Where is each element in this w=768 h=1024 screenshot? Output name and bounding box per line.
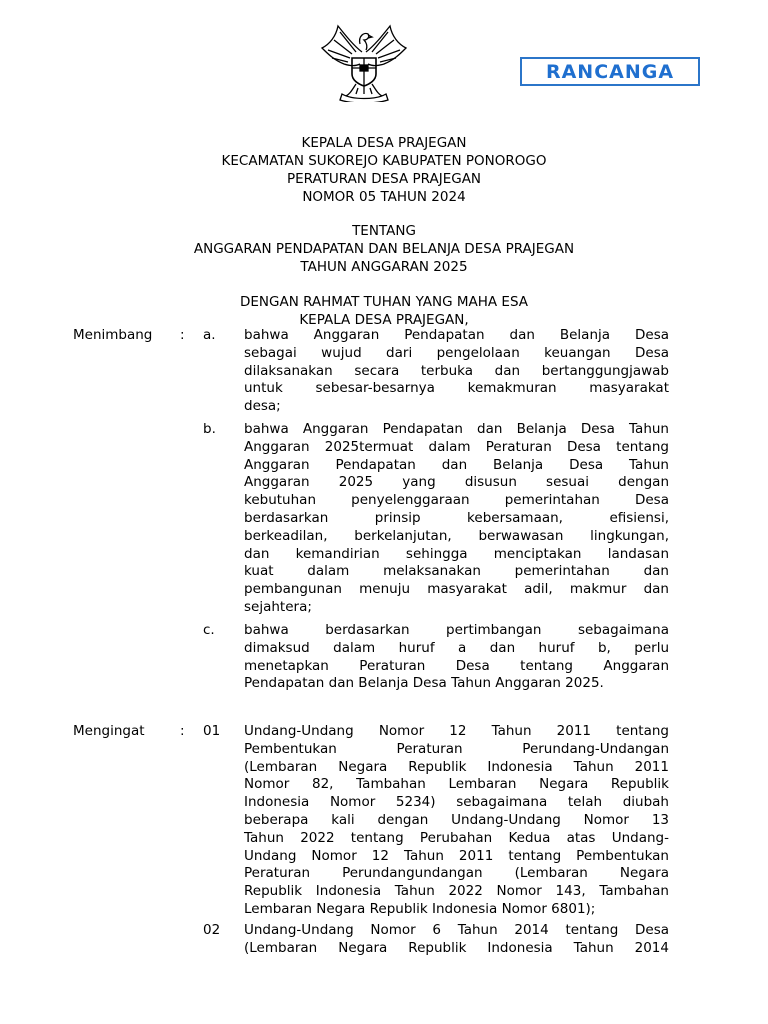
text-line: dilaksanakan secara terbuka dan bertanggungjawab — [244, 362, 669, 379]
text-line: bahwa berdasarkan pertimbangan sebagaimana — [244, 622, 669, 638]
menimbang-label: Menimbang — [73, 327, 153, 343]
heading-line: TAHUN ANGGARAN 2025 — [300, 259, 468, 275]
text-line: menetapkan Peraturan Desa tentang Anggaran — [244, 657, 669, 674]
item-marker: 01 — [203, 723, 221, 739]
text-line: sebagai wujud dari pengelolaan keuangan Desa — [244, 344, 669, 361]
text-line: kebutuhan penyelenggaraan pemerintahan Desa — [244, 492, 669, 509]
text-line: bahwa Anggaran Pendapatan dan Belanja Desa Tahun — [244, 421, 669, 437]
heading-line: TENTANG — [352, 223, 416, 239]
text-line: Undang-Undang Nomor 12 Tahun 2011 tentang — [244, 723, 669, 739]
text-line: Anggaran 2025termuat dalam Peraturan Desa tentang — [244, 438, 669, 455]
text-line: pembangunan menuju masyarakat adil, makmur dan — [244, 581, 669, 598]
text-line: dan kemandirian sehingga menciptakan landasan — [244, 545, 669, 562]
item-text — [244, 922, 669, 958]
item-text — [244, 327, 669, 416]
heading-line: KEPALA DESA PRAJEGAN, — [299, 312, 469, 328]
text-line: Republik Indonesia Tahun 2022 Nomor 143, Tambahan — [244, 883, 669, 900]
text-line: bahwa Anggaran Pendapatan dan Belanja Desa — [244, 327, 669, 343]
text-line: berdasarkan prinsip kebersamaan, efisiensi, — [244, 509, 669, 526]
text-line: Tahun 2022 tentang Perubahan Kedua atas Undang- — [244, 829, 669, 846]
heading-line: KEPALA DESA PRAJEGAN — [301, 135, 467, 151]
heading-line: KECAMATAN SUKOREJO KABUPATEN PONOROGO — [221, 153, 547, 169]
item-marker: a. — [203, 327, 216, 343]
text-line: Undang-Undang Nomor 6 Tahun 2014 tentang Desa — [244, 922, 669, 938]
item-marker: c. — [203, 622, 215, 638]
text-line: Undang Nomor 12 Tahun 2011 tentang Pembentukan — [244, 847, 669, 864]
item-text — [244, 622, 669, 693]
text-line: Anggaran Pendapatan dan Belanja Desa Tahun — [244, 456, 669, 473]
text-line: Indonesia Nomor 5234) sebagaimana telah diubah — [244, 794, 669, 811]
text-line: desa; — [244, 398, 281, 415]
draft-stamp: RANCANGA — [520, 57, 700, 86]
preamble — [0, 293, 768, 329]
document-heading — [0, 134, 768, 206]
garuda-emblem-icon — [316, 22, 412, 102]
text-line: Nomor 82, Tambahan Lembaran Negara Republik — [244, 776, 669, 793]
item-text — [244, 723, 669, 919]
heading-line: DENGAN RAHMAT TUHAN YANG MAHA ESA — [239, 294, 529, 310]
text-line: beberapa kali dengan Undang-Undang Nomor 13 — [244, 811, 669, 828]
section-colon: : — [180, 723, 185, 739]
text-line: (Lembaran Negara Republik Indonesia Tahun 2011 — [244, 758, 669, 775]
document-subject — [0, 222, 768, 276]
heading-line: PERATURAN DESA PRAJEGAN — [286, 171, 482, 187]
heading-line: NOMOR 05 TAHUN 2024 — [302, 189, 466, 205]
text-line: Lembaran Negara Republik Indonesia Nomor 6801); — [244, 900, 596, 917]
item-marker: b. — [203, 421, 216, 437]
text-line: Pendapatan dan Belanja Desa Tahun Anggaran 2025. — [244, 675, 604, 692]
text-line: Pembentukan Peraturan Perundang-Undangan — [244, 740, 669, 757]
text-line: Peraturan Perundangundangan (Lembaran Negara — [244, 865, 669, 882]
item-marker: 02 — [203, 922, 221, 938]
text-line: untuk sebesar-besarnya kemakmuran masyarakat — [244, 380, 669, 397]
mengingat-label: Mengingat — [73, 723, 145, 739]
item-text — [244, 421, 669, 617]
text-line: dimaksud dalam huruf a dan huruf b, perlu — [244, 639, 669, 656]
text-line: kuat dalam melaksanakan pemerintahan dan — [244, 563, 669, 580]
text-line: (Lembaran Negara Republik Indonesia Tahun 2014 — [244, 939, 669, 956]
heading-line: ANGGARAN PENDAPATAN DAN BELANJA DESA PRAJEGAN — [193, 241, 575, 257]
section-colon: : — [180, 327, 185, 343]
text-line: berkeadilan, berkelanjutan, berwawasan lingkungan, — [244, 527, 669, 544]
text-line: sejahtera; — [244, 598, 312, 615]
text-line: Anggaran 2025 yang disusun sesuai dengan — [244, 474, 669, 491]
